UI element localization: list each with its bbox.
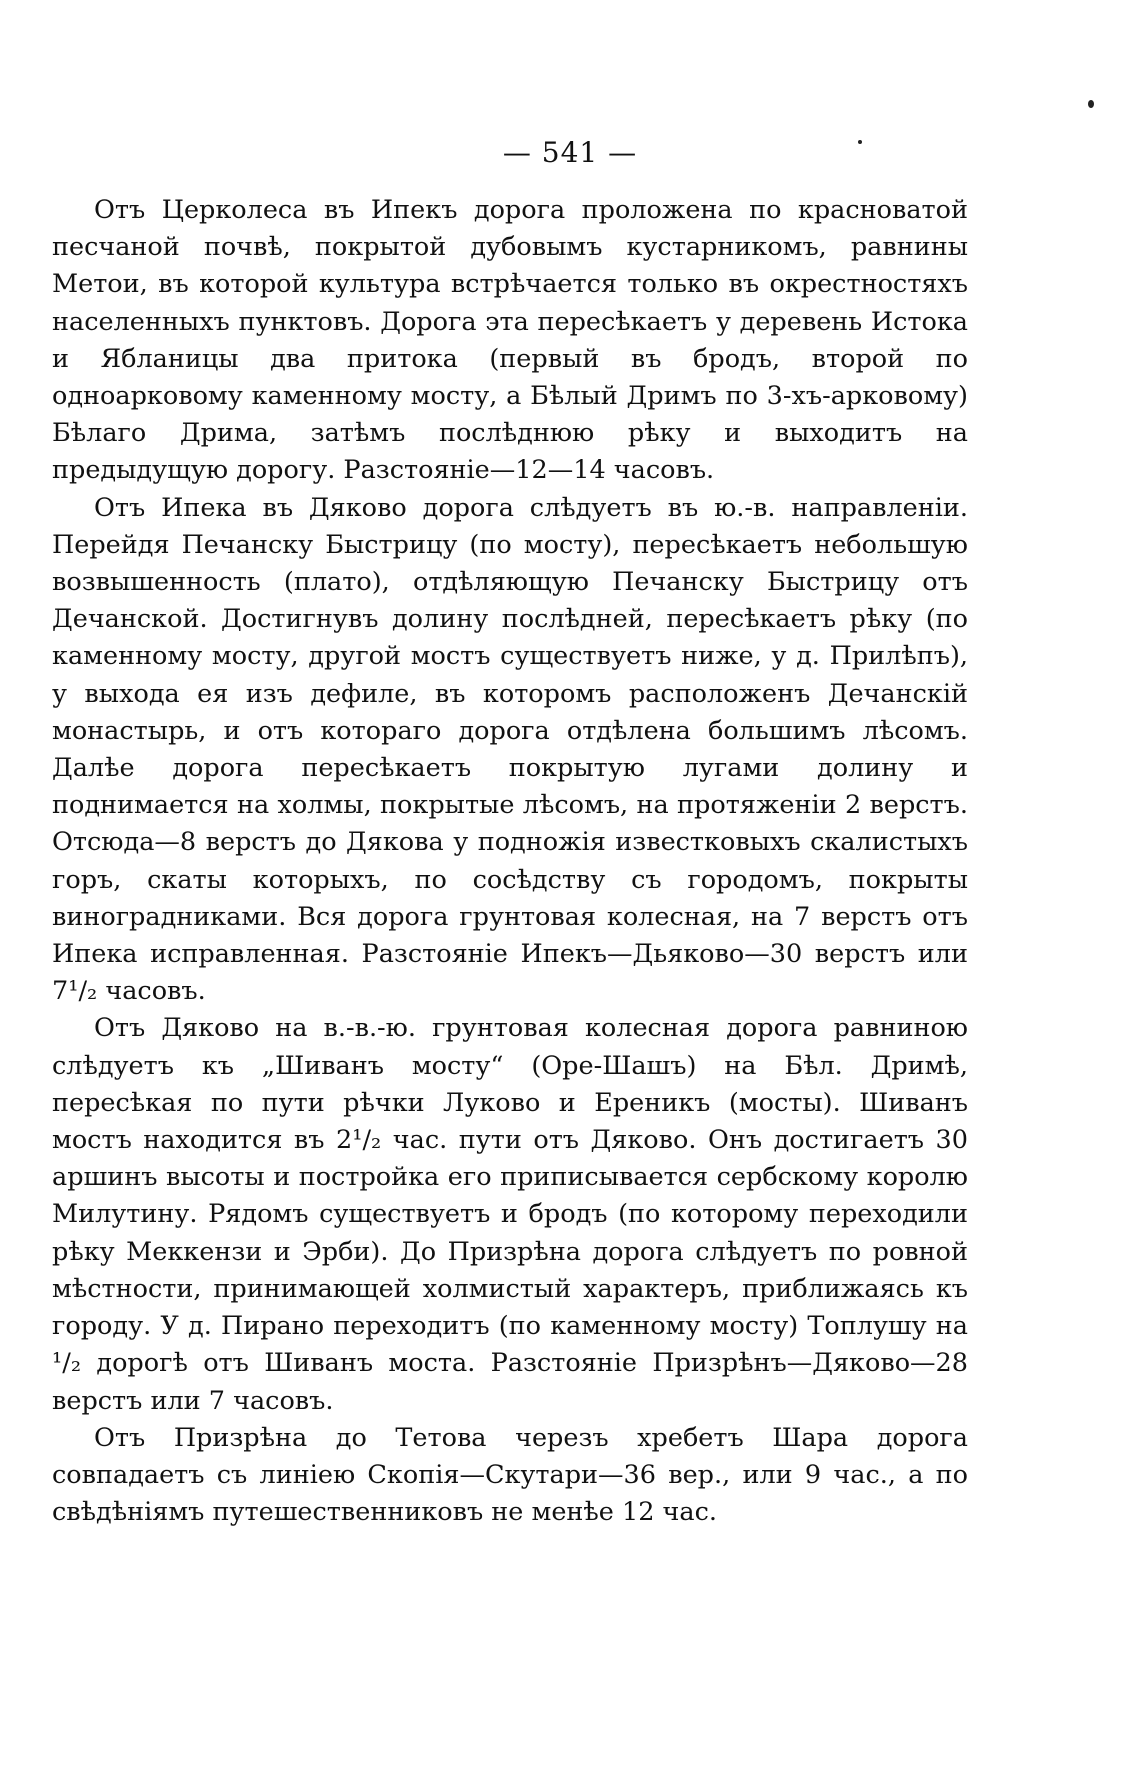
paragraph-3: Отъ Дяково на в.-в.-ю. грунтовая колесная дорога равниною слѣдуетъ къ „Шиванъ мосту“ (Оре-Шашъ) на Бѣл. Дримѣ, пересѣкая по пути рѣчки Луково и Ереникъ (мосты). Шиванъ мостъ находится въ 2¹/₂ час. пути отъ Дяково. Онъ достигаетъ 30 аршинъ высоты и постройка его приписывается сербскому королю Милутину. Рядомъ существуетъ и бродъ (по которому переходили рѣку Меккензи и Эрби). До Призрѣна дорога слѣдуетъ по ровной мѣстности, принимающей холмистый характеръ, приближаясь къ городу. У д. Пирано переходитъ (по каменному мосту) Топлушу на ¹/₂ дорогѣ отъ Шиванъ моста. Разстояніе Призрѣнъ—Дяково—28 верстъ или 7 часовъ.	[52, 1013, 968, 1416]
paragraph-4: Отъ Призрѣна до Тетова черезъ хребетъ Шара дорога совпадаетъ съ линіею Скопія—Скутари—36 вер., или 9 час., а по свѣдѣніямъ путешественниковъ не менѣе 12 час.	[52, 1422, 968, 1528]
paragraph-1: Отъ Церколеса въ Ипекъ дорога проложена по красноватой песчаной почвѣ, покрытой дубовымъ кустарникомъ, равнины Метои, въ которой культура встрѣчается только въ окрестностяхъ населенныхъ пунктовъ. Дорога эта пересѣкаетъ у деревень Истока и Ябланицы два притока (первый въ бродъ, второй по одноарковому каменному мосту, а Бѣлый Дримъ по 3-хъ-арковому) Бѣлаго Дрима, затѣмъ послѣднюю рѣку и выходитъ на предыдущую дорогу. Разстояніе—12—14 часовъ.	[52, 195, 968, 486]
paragraph-2: Отъ Ипека въ Дяково дорога слѣдуетъ въ ю.-в. направленіи. Перейдя Печанску Быстрицу (по мосту), пересѣкаетъ небольшую возвышенность (плато), отдѣляющую Печанску Быстрицу отъ Дечанской. Достигнувъ долину послѣдней, пересѣкаетъ рѣку (по каменному мосту, другой мостъ существуетъ ниже, у д. Прилѣпъ), у выхода ея изъ дефиле, въ которомъ расположенъ Дечанскій монастырь, и отъ котораго дорога отдѣлена большимъ лѣсомъ. Далѣе дорога пересѣкаетъ покрытую лугами долину и поднимается на холмы, покрытые лѣсомъ, на протяженіи 2 верстъ. Отсюда—8 верстъ до Дякова у подножія известковыхъ скалистыхъ горъ, скаты которыхъ, по сосѣдству съ городомъ, покрыты виноградниками. Вся дорога грунтовая колесная, на 7 верстъ отъ Ипека исправленная. Разстояніе Ипекъ—Дьяково—30 верстъ или 7¹/₂ часовъ.	[52, 492, 968, 1007]
page-number: — 541 —	[502, 136, 638, 169]
scan-speck	[1088, 100, 1094, 108]
body-text	[52, 192, 968, 1531]
scan-speck	[858, 140, 862, 144]
